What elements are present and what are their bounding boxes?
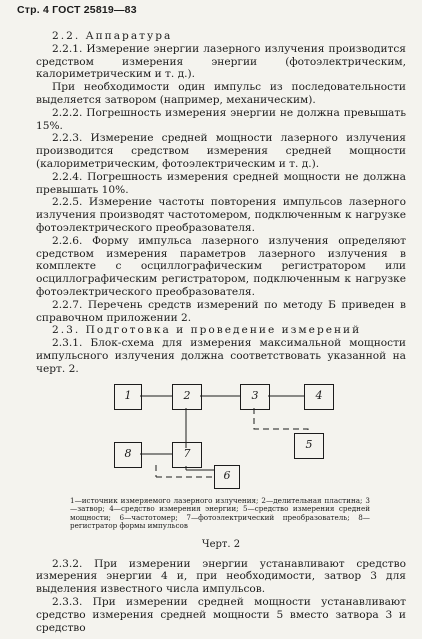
section-heading-2-2: 2.2. Аппаратура xyxy=(52,30,173,42)
block-7: 7 xyxy=(172,442,202,468)
paragraph-2-2-4: 2.2.4. Погрешность измерения средней мощности не должна превышать 10%. xyxy=(36,170,406,196)
paragraph-2-3-2: 2.3.2. При измерении энергии устанавливают средство измерения энергии 4 и, при необходимости, затвор 3 для выделения известного числа импульсов. xyxy=(36,557,406,596)
paragraph-2-2-6: 2.2.6. Форму импульса лазерного излучения определяют средством измерения параметров лазерного излучения в комплекте с осциллографическим регистратором или осциллографическим регистратором, подключенным к нагрузке фотоэлектрического преобразователя. xyxy=(36,234,406,298)
block-4: 4 xyxy=(304,384,334,410)
block-5: 5 xyxy=(294,433,324,459)
paragraph-2-2-1: 2.2.1. Измерение энергии лазерного излучения производится средством измерения энергии (фотоэлектрическим, калориметрическим и т. д.). xyxy=(36,42,406,81)
block-2: 2 xyxy=(172,384,202,410)
paragraph-shutter: При необходимости один импульс из последовательности выделяется затвором (например, механическим). xyxy=(36,81,406,106)
paragraph-2-3-1: 2.3.1. Блок-схема для измерения максимальной мощности импульсного излучения должна соответствовать указанной на черт. 2. xyxy=(36,337,406,375)
block-1: 1 xyxy=(114,384,142,410)
block-8: 8 xyxy=(114,442,142,468)
paragraph-2-2-2: 2.2.2. Погрешность измерения энергии не должна превышать 15%. xyxy=(36,106,406,132)
block-diagram xyxy=(36,381,406,489)
block-6: 6 xyxy=(214,465,240,489)
block-3: 3 xyxy=(240,384,270,410)
page-header: Стр. 4 ГОСТ 25819—83 xyxy=(17,4,137,16)
figure-legend: 1—источник измеряемого лазерного излучения; 2—делительная пластина; 3—затвор; 4—средство измерения энергии; 5—средство измерения средней мощности; 6—частотомер; 7—фотоэлектрический преобразователь; 8—регистратор формы импульсов xyxy=(70,495,370,531)
document-body xyxy=(36,30,406,634)
figure-caption: Черт. 2 xyxy=(201,538,241,550)
paragraph-2-2-7: 2.2.7. Перечень средств измерений по методу Б приведен в справочном приложении 2. xyxy=(36,298,406,324)
section-heading-2-3: 2.3. Подготовка и проведение измерений xyxy=(52,324,362,337)
paragraph-2-2-3: 2.2.3. Измерение средней мощности лазерного излучения производится средством измерения средней мощности (калориметрическим, фотоэлектрическим и т. д.). xyxy=(36,132,406,170)
paragraph-2-2-5: 2.2.5. Измерение частоты повторения импульсов лазерного излучения производят частотомером, подключенным к нагрузке фотоэлектрического преобразователя. xyxy=(36,196,406,234)
paragraph-2-3-3: 2.3.3. При измерении средней мощности устанавливают средство измерения средней мощности 5 вместо затвора 3 и средство xyxy=(36,596,406,634)
